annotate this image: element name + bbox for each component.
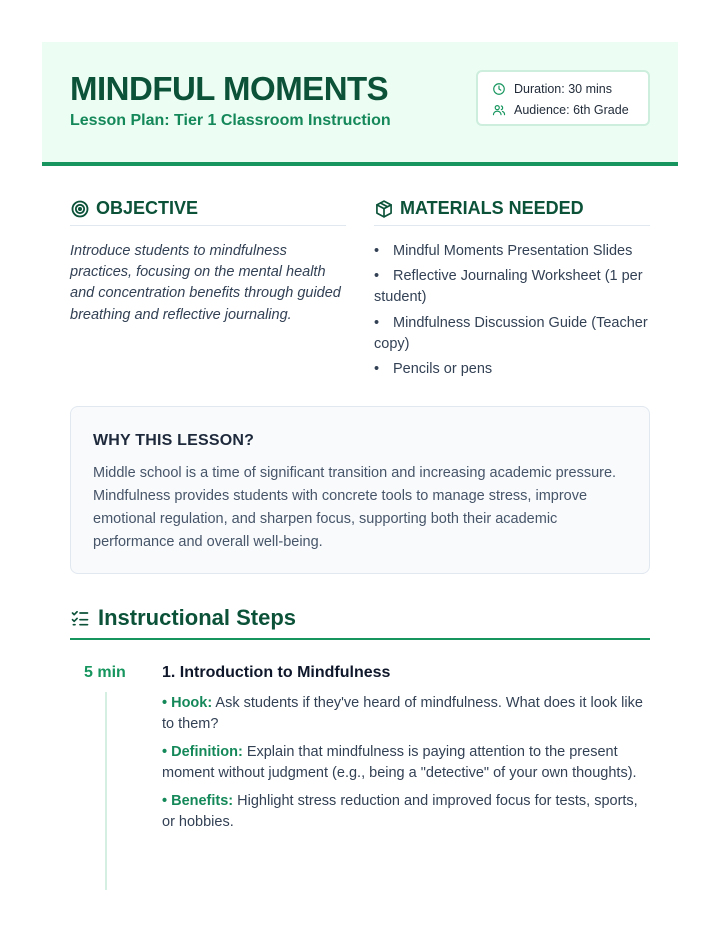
step-timeline-line [105, 692, 107, 890]
why-text: Middle school is a time of significant transition and increasing academic pressure. Mindfulness provides students with concrete tools to manage stress, improve emotional regulation, and sharpen focus, supporting both their academic performance and overall well-being. [93, 465, 617, 550]
duration-text: Duration: 30 mins [514, 81, 612, 96]
instructional-steps-heading [70, 598, 650, 640]
why-heading: WHY THIS LESSON? [93, 432, 255, 449]
objective-text: Introduce students to mindfulness practices, focusing on the mental health and concentration benefits through guided breathing and reflective journaling. [70, 243, 341, 323]
package-icon [374, 199, 394, 219]
list-item: • Mindfulness Discussion Guide (Teacher copy) [374, 314, 648, 352]
materials-list [374, 241, 652, 384]
audience-row [492, 99, 648, 120]
step-point-definition: • Definition: Explain that mindfulness is paying attention to the present moment without judgment (e.g., being a "detective" of your own thoughts). [162, 744, 637, 781]
materials-heading-text: MATERIALS NEEDED [400, 198, 584, 218]
page-title: MINDFUL MOMENTS [70, 70, 389, 107]
clock-icon [492, 82, 506, 96]
step-time: 5 min [84, 664, 126, 681]
materials-heading [374, 192, 650, 226]
target-icon [70, 199, 90, 219]
step-body [162, 693, 646, 840]
list-item: • Reflective Journaling Worksheet (1 per student) [374, 268, 643, 306]
steps-heading-text: Instructional Steps [98, 605, 297, 630]
objective-heading-text: OBJECTIVE [96, 198, 199, 218]
objective-heading [70, 192, 346, 226]
users-icon [492, 103, 506, 117]
list-item: • Pencils or pens [374, 361, 493, 378]
page-subtitle: Lesson Plan: Tier 1 Classroom Instruction [70, 112, 391, 129]
lesson-header [42, 42, 678, 166]
list-checks-icon [70, 608, 90, 628]
why-this-lesson-box [70, 406, 650, 574]
step-point-hook: • Hook: Ask students if they've heard of mindfulness. What does it look like to them? [162, 695, 643, 732]
step-point-benefits: • Benefits: Highlight stress reduction and improved focus for tests, sports, or hobbies. [162, 793, 638, 830]
step-title: 1. Introduction to Mindfulness [162, 664, 391, 681]
lesson-meta-box [476, 70, 650, 126]
list-item: • Mindful Moments Presentation Slides [374, 243, 633, 259]
duration-row [492, 78, 648, 99]
audience-text: Audience: 6th Grade [514, 102, 629, 117]
